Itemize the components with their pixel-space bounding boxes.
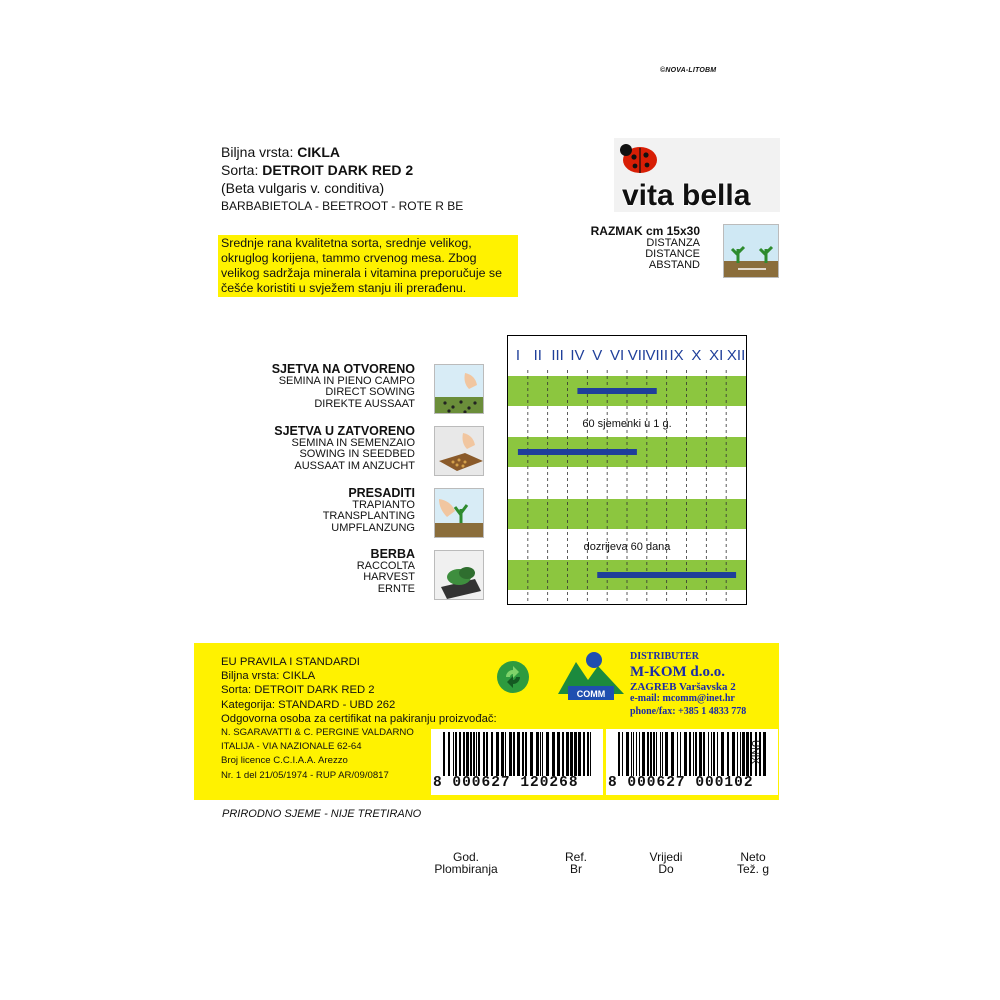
barcode-bar: [717, 732, 718, 776]
month-label-I: I: [515, 347, 521, 364]
barcode-bar: [478, 732, 480, 776]
operation-sowing-seedbed: SJETVA U ZATVORENO SEMINA IN SEMENZAIO SOWING IN SEEDBED AUSSAAT IM ANZUCHT: [274, 424, 415, 472]
barcode-bar: [653, 732, 655, 776]
vita-bella-logo: [614, 138, 780, 212]
spacing-info: [540, 226, 700, 271]
barcode-bar: [448, 732, 450, 776]
print-code: ©NOVA-LITOBM: [660, 67, 717, 74]
barcode-bar: [522, 732, 524, 776]
month-label-IX: IX: [669, 347, 684, 364]
m-kom-logo-text: COMM: [576, 689, 606, 699]
variety-name: DETROIT DARK RED 2: [262, 162, 414, 178]
m-kom-logo: [554, 648, 628, 704]
operation-harvest: BERBA RACCOLTA HARVEST ERNTE: [356, 547, 415, 595]
barcode-1-bars: [443, 732, 593, 776]
month-label-X: X: [691, 347, 702, 364]
barcode-bar: [513, 732, 515, 776]
operation-sowing-open: SJETVA NA OTVORENO SEMINA IN PIENO CAMPO DIRECT SOWING DIREKTE AUSSAAT: [271, 362, 415, 410]
barcode-bar: [483, 732, 485, 776]
unix-label: UNIX: [749, 740, 760, 764]
footer-ref-no: Ref. Br: [564, 850, 587, 876]
barcode-bar: [727, 732, 729, 776]
barcode-bar: [496, 732, 499, 776]
barcode-bar: [536, 732, 539, 776]
barcode-bar: [590, 732, 591, 776]
barcode-bar: [713, 732, 715, 776]
barcode-bar: [708, 732, 709, 776]
barcode-bar: [476, 732, 477, 776]
barcode-bar: [662, 732, 663, 776]
barcode-2-bars: [618, 732, 768, 776]
month-label-VIII: VIII: [645, 347, 669, 364]
barcode-bar: [639, 732, 640, 776]
barcode-bar: [763, 732, 766, 776]
month-label-VI: VI: [609, 347, 625, 364]
footer-net-weight: Neto Tež. g: [736, 850, 769, 876]
barcode-bar: [622, 732, 623, 776]
calendar-bar-sowing-open: [577, 388, 656, 394]
barcode-bar: [699, 732, 702, 776]
barcode-bar: [737, 732, 738, 776]
brand-text: vita bella: [622, 179, 751, 212]
footer-sealing-year: God. Plombiranja: [434, 850, 498, 876]
spacing-title: RAZMAK cm 15x30: [590, 224, 700, 238]
barcode-bar: [631, 732, 632, 776]
barcode-bar: [542, 732, 543, 776]
barcode-bar: [742, 732, 745, 776]
calendar-note-seeds: 60 sjemenki u 1 g.: [582, 418, 672, 430]
barcode-bar: [466, 732, 469, 776]
barcode-bar: [574, 732, 577, 776]
barcode-bar: [486, 732, 488, 776]
month-label-XI: XI: [709, 347, 724, 364]
variety-label: Sorta:: [221, 162, 259, 178]
barcode-bar: [578, 732, 581, 776]
sowing-calendar: [507, 335, 747, 605]
barcode-bar: [525, 732, 527, 776]
barcode-bar: [721, 732, 724, 776]
barcode-bar: [711, 732, 712, 776]
month-label-V: V: [592, 347, 603, 364]
spacing-line-it: DISTANZA: [646, 237, 700, 249]
barcode-bar: [633, 732, 634, 776]
barcode-bar: [636, 732, 637, 776]
barcode-bar: [546, 732, 549, 776]
calendar-bar-harvest: [597, 572, 736, 578]
distributor-info: DISTRIBUTER M-KOM d.o.o. ZAGREB Varšavska 2 e-mail: mcomm@inet.hr phone/fax: +385 1 4833 778: [630, 651, 747, 717]
month-label-VII: VII: [627, 347, 647, 364]
barcode-bar: [587, 732, 589, 776]
plant-spacing-icon: [723, 224, 779, 278]
month-label-IV: IV: [570, 347, 585, 364]
month-label-XII: XII: [726, 347, 746, 364]
translations: BARBABIETOLA - BEETROOT - ROTE R BE: [221, 199, 464, 213]
barcode-bar: [455, 732, 457, 776]
barcode-bar: [501, 732, 504, 776]
barcode-bar: [665, 732, 668, 776]
barcode-bar: [647, 732, 649, 776]
barcode-bar: [680, 732, 681, 776]
barcode-bar: [656, 732, 657, 776]
species-label: Biljna vrsta:: [221, 144, 294, 160]
barcode-bar: [642, 732, 645, 776]
spacing-line-en: DISTANCE: [645, 248, 700, 260]
barcode-bar: [562, 732, 564, 776]
barcode-bar: [459, 732, 461, 776]
barcode-bar: [443, 732, 445, 776]
month-label-III: III: [551, 347, 564, 364]
barcode-bar: [583, 732, 585, 776]
open-field-sowing-icon: [434, 364, 484, 414]
barcode-bar: [491, 732, 493, 776]
barcode-bar: [618, 732, 620, 776]
barcode-bar: [517, 732, 520, 776]
latin-name: (Beta vulgaris v. conditiva): [221, 180, 385, 196]
barcode-bar: [684, 732, 687, 776]
barcode-bar: [566, 732, 569, 776]
spacing-line-de: ABSTAND: [648, 259, 700, 271]
barcode-bar: [453, 732, 454, 776]
barcode-bar: [570, 732, 573, 776]
transplanting-icon: [434, 488, 484, 538]
barcode-bar: [693, 732, 694, 776]
barcode-1-number: 8 000627 120268: [433, 775, 579, 791]
barcode-2-number: 8 000627 000102: [608, 775, 754, 791]
green-dot-recycling-icon: [496, 660, 530, 694]
barcode-bar: [470, 732, 472, 776]
operations-labels: [200, 364, 415, 604]
footer-valid-until: Vrijedi Do: [649, 850, 683, 876]
barcode-bar: [650, 732, 652, 776]
barcode-bar: [732, 732, 735, 776]
operation-transplanting: PRESADITI TRAPIANTO TRANSPLANTING UMPFLANZUNG: [322, 486, 415, 534]
barcode-bar: [671, 732, 674, 776]
barcode-bar: [740, 732, 741, 776]
barcode-bar: [530, 732, 533, 776]
month-label-II: II: [533, 347, 542, 364]
species-name: CIKLA: [297, 144, 341, 160]
calendar-grid: [508, 336, 746, 604]
barcode-bar: [695, 732, 697, 776]
barcode-bar: [660, 732, 661, 776]
seedbed-icon: [434, 426, 484, 476]
barcode-1: [431, 729, 603, 795]
barcode-bar: [540, 732, 541, 776]
natural-seed-note: PRIRODNO SJEME - NIJE TRETIRANO: [222, 808, 422, 820]
barcode-bar: [473, 732, 475, 776]
product-header: [221, 143, 463, 215]
barcode-bar: [552, 732, 555, 776]
calendar-bar-sowing-seedbed: [518, 449, 637, 455]
barcode-bar: [505, 732, 506, 776]
ladybug-icon: [614, 138, 780, 212]
barcode-bar: [703, 732, 705, 776]
barcode-bar: [626, 732, 629, 776]
barcode-bar: [509, 732, 512, 776]
eu-standards-text: EU PRAVILA I STANDARDI Biljna vrsta: CIKLA Sorta: DETROIT DARK RED 2 Kategorija: STANDARD - UBD 262 Odgovorna osoba za certifikat na pakiranju proizvođač: N. SGARAVATTI & C. PERGINE VALDARNO ITALIJA - VIA NAZIONALE 62-64 Broj licence C.C.I.A.A. Arezzo Nr. 1 del 21/05/1974 - RUP AR/09/0817: [221, 656, 497, 781]
barcode-bar: [689, 732, 691, 776]
barcode-bar: [677, 732, 678, 776]
variety-description: Srednje rana kvalitetna sorta, srednje velikog, okruglog korijena, tammo crvenog mesa. Zbog velikog sadržaja minerala i vitamina preporučuje se češće koristiti u svježem stanju ili prerađenu.: [218, 235, 518, 297]
calendar-note-maturity: dozrijeva 60 dana: [583, 541, 671, 553]
harvest-icon: [434, 550, 484, 600]
barcode-bar: [557, 732, 560, 776]
barcode-bar: [463, 732, 465, 776]
